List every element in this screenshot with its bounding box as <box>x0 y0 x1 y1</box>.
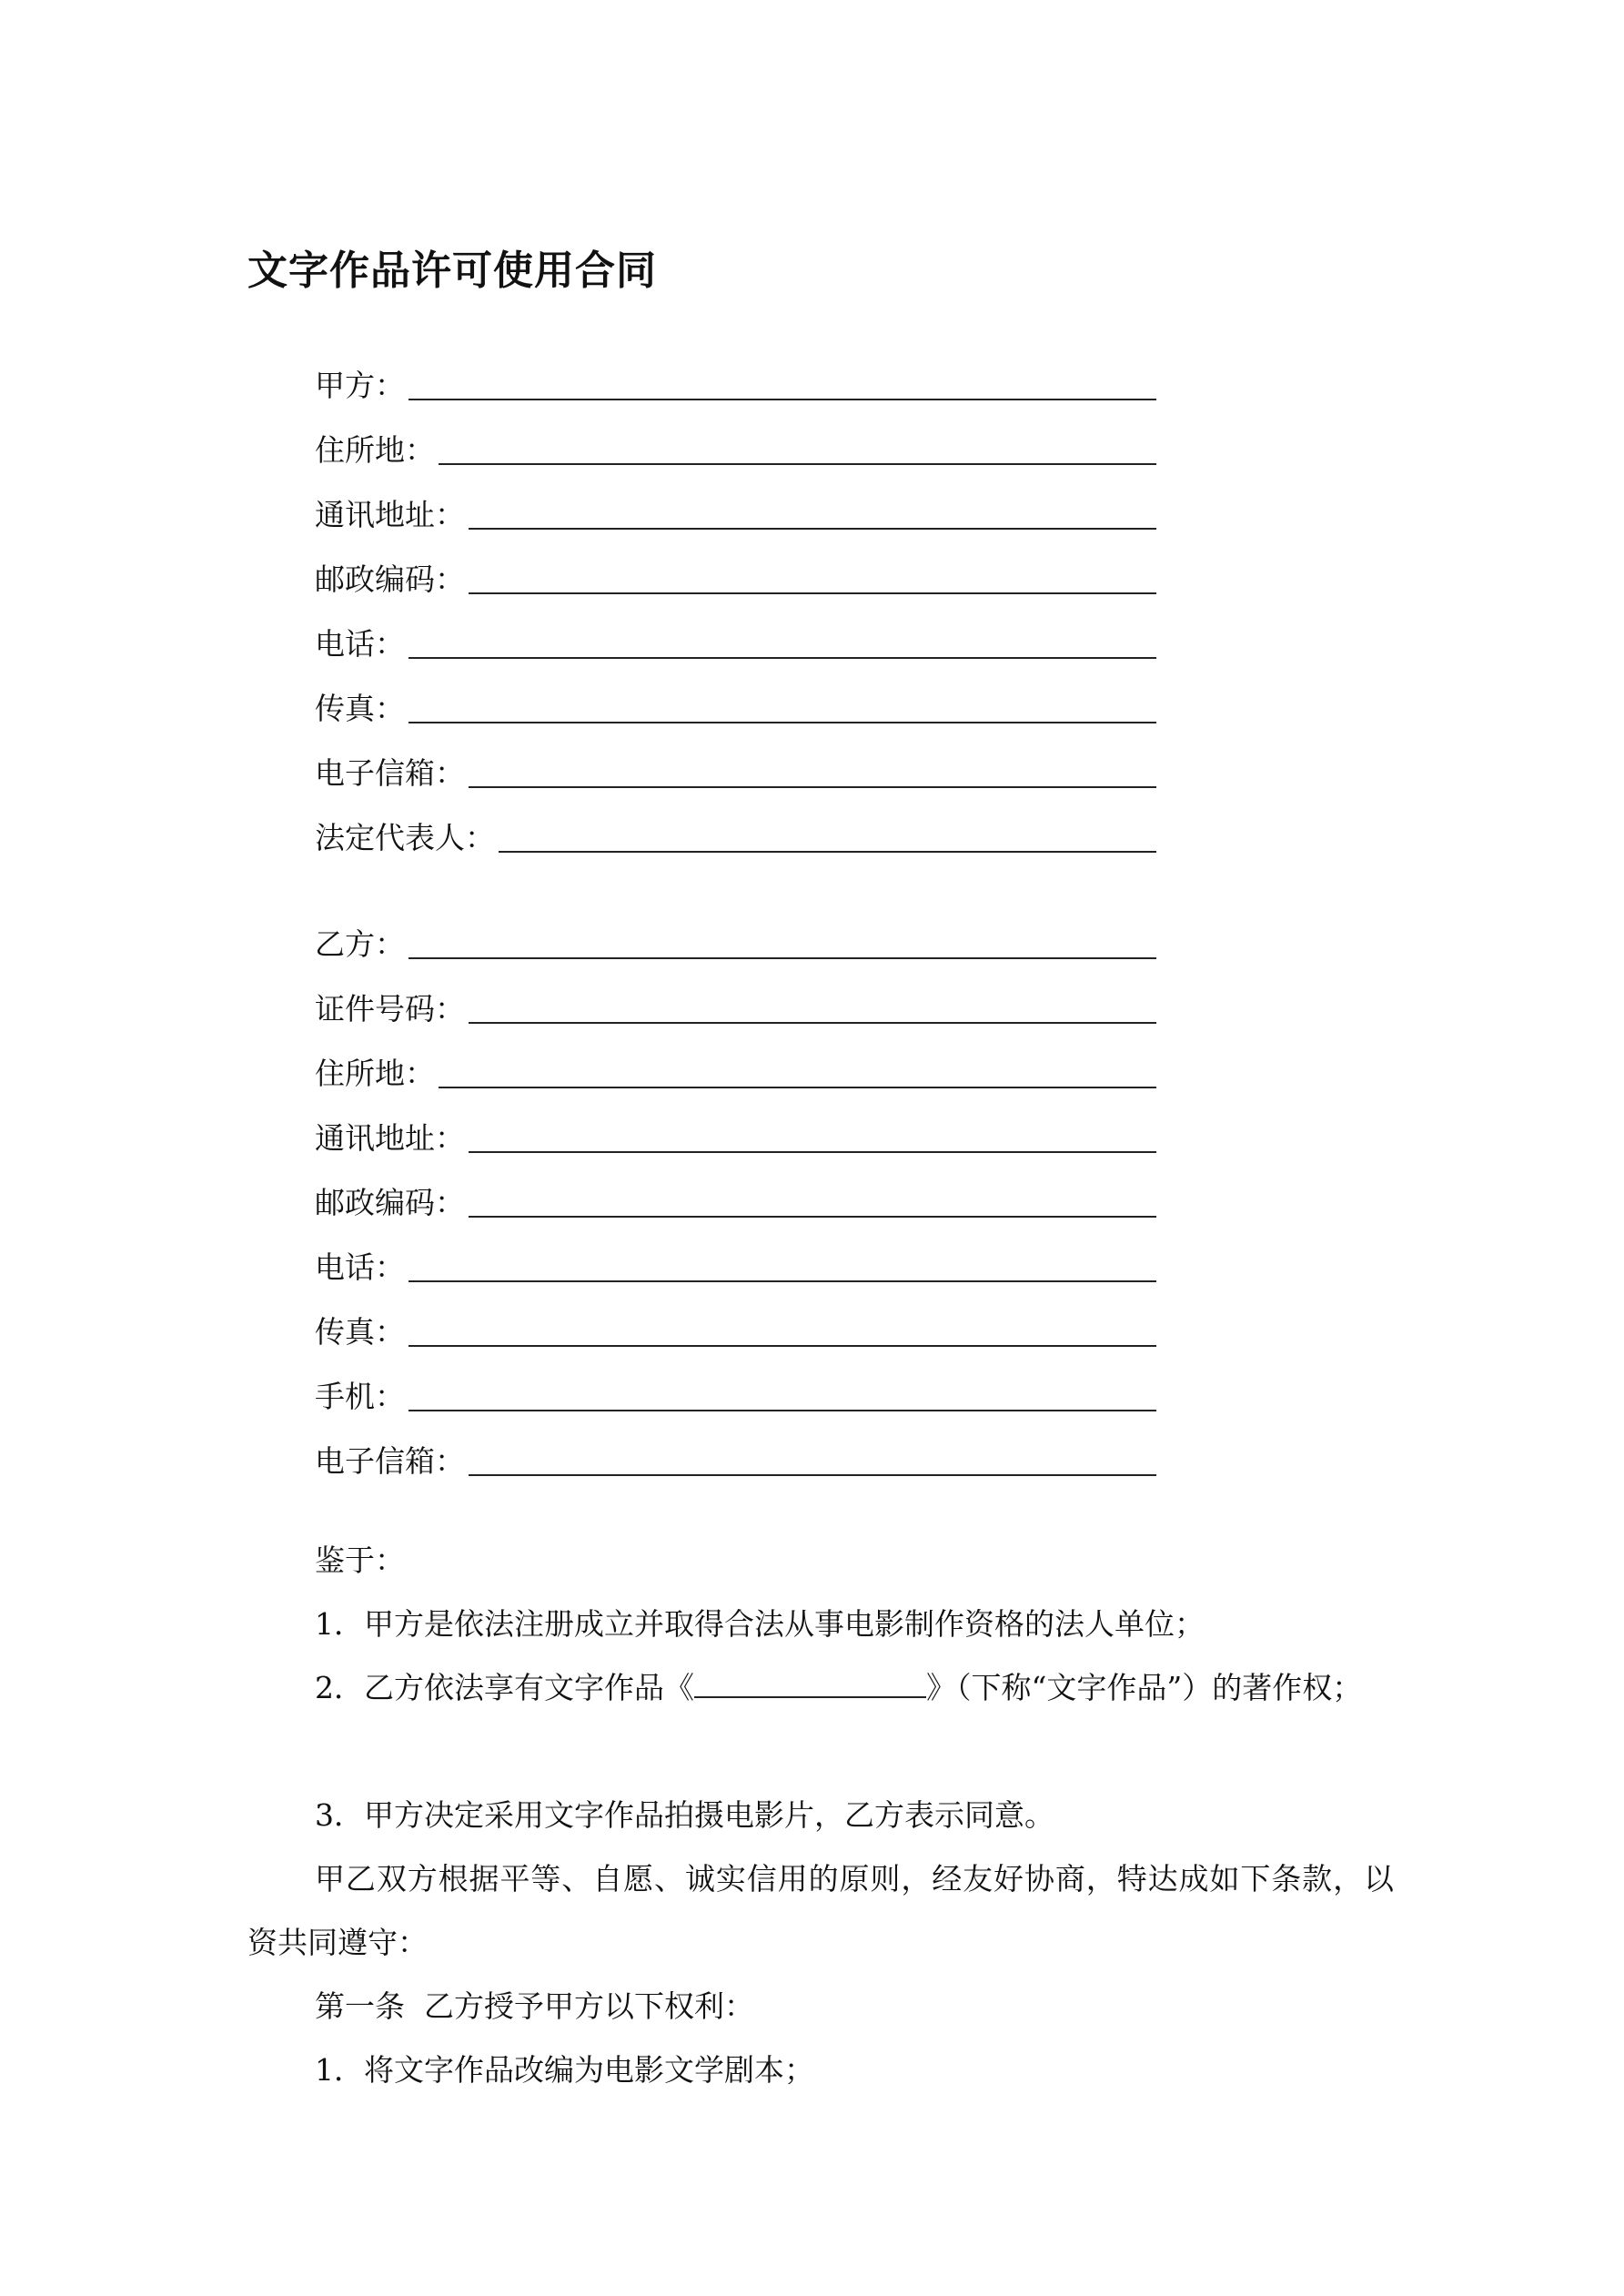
party-a-postal-code-field <box>315 551 1156 602</box>
fill-in-line[interactable] <box>439 463 1156 465</box>
party-b-mobile-field <box>315 1368 1156 1419</box>
party-b-domicile-field <box>315 1045 1156 1096</box>
field-label: 住所地： <box>315 432 435 468</box>
party-a-legal-rep-field <box>315 809 1156 860</box>
field-label: 电话： <box>315 1249 405 1285</box>
field-label: 手机： <box>315 1379 405 1414</box>
party-a-mailing-address-field <box>315 486 1156 537</box>
work-title-blank[interactable] <box>694 1669 926 1698</box>
party-a-phone-field <box>315 615 1156 666</box>
fill-in-line[interactable] <box>439 1087 1156 1088</box>
party-b-postal-code-field <box>315 1174 1156 1225</box>
field-label: 证件号码： <box>315 991 465 1027</box>
fill-in-line[interactable] <box>409 1410 1156 1411</box>
party-b-id-number-field <box>315 980 1156 1031</box>
article-1-heading: 第一条 乙方授予甲方以下权利： <box>315 1988 754 2024</box>
agreement-paragraph: 甲乙双方根据平等、自愿、诚实信用的原则，经友好协商，特达成如下条款，以资共同遵守： <box>247 1861 1394 1960</box>
recital-item-1: 1．甲方是依法注册成立并取得合法从事电影制作资格的法人单位； <box>315 1606 1205 1642</box>
fill-in-line[interactable] <box>409 1280 1156 1282</box>
party-a-name-field <box>315 357 1156 408</box>
recital-item-2-before: 2．乙方依法享有文字作品《 <box>315 1670 694 1705</box>
fill-in-line[interactable] <box>469 1216 1156 1218</box>
recital-item-3: 3．甲方决定采用文字作品拍摄电影片，乙方表示同意。 <box>315 1797 1054 1833</box>
field-label: 乙方： <box>315 926 405 962</box>
party-a-domicile-field <box>315 421 1156 472</box>
fill-in-line[interactable] <box>469 786 1156 788</box>
fill-in-line[interactable] <box>409 657 1156 659</box>
fill-in-line[interactable] <box>409 722 1156 723</box>
fill-in-line[interactable] <box>499 851 1156 853</box>
recitals-heading: 鉴于： <box>315 1542 405 1578</box>
fill-in-line[interactable] <box>469 1474 1156 1476</box>
party-b-mailing-address-field <box>315 1109 1156 1160</box>
party-b-fax-field <box>315 1303 1156 1354</box>
article-1-item-1: 1．将文字作品改编为电影文学剧本； <box>315 2052 814 2088</box>
fill-in-line[interactable] <box>409 399 1156 400</box>
field-label: 电子信箱： <box>315 755 465 791</box>
party-a-email-field <box>315 744 1156 795</box>
field-label: 甲方： <box>315 368 405 403</box>
recital-item-2-after: 》（下称“文字作品”）的著作权； <box>926 1670 1363 1705</box>
document-title: 文字作品许可使用合同 <box>247 248 657 294</box>
party-b-phone-field <box>315 1239 1156 1290</box>
party-b-name-field <box>315 915 1156 966</box>
party-b-email-field <box>315 1432 1156 1483</box>
field-label: 电话： <box>315 626 405 662</box>
fill-in-line[interactable] <box>469 1022 1156 1024</box>
fill-in-line[interactable] <box>469 528 1156 530</box>
field-label: 通讯地址： <box>315 1120 465 1156</box>
fill-in-line[interactable] <box>469 1151 1156 1153</box>
field-label: 通讯地址： <box>315 497 465 532</box>
field-label: 传真： <box>315 691 405 726</box>
field-label: 邮政编码： <box>315 561 465 597</box>
fill-in-line[interactable] <box>469 592 1156 594</box>
field-label: 住所地： <box>315 1056 435 1091</box>
field-label: 法定代表人： <box>315 820 495 855</box>
fill-in-line[interactable] <box>409 957 1156 959</box>
field-label: 传真： <box>315 1314 405 1350</box>
field-label: 邮政编码： <box>315 1185 465 1220</box>
party-a-fax-field <box>315 680 1156 731</box>
recital-item-2 <box>247 1656 1394 1720</box>
fill-in-line[interactable] <box>409 1345 1156 1347</box>
field-label: 电子信箱： <box>315 1443 465 1479</box>
